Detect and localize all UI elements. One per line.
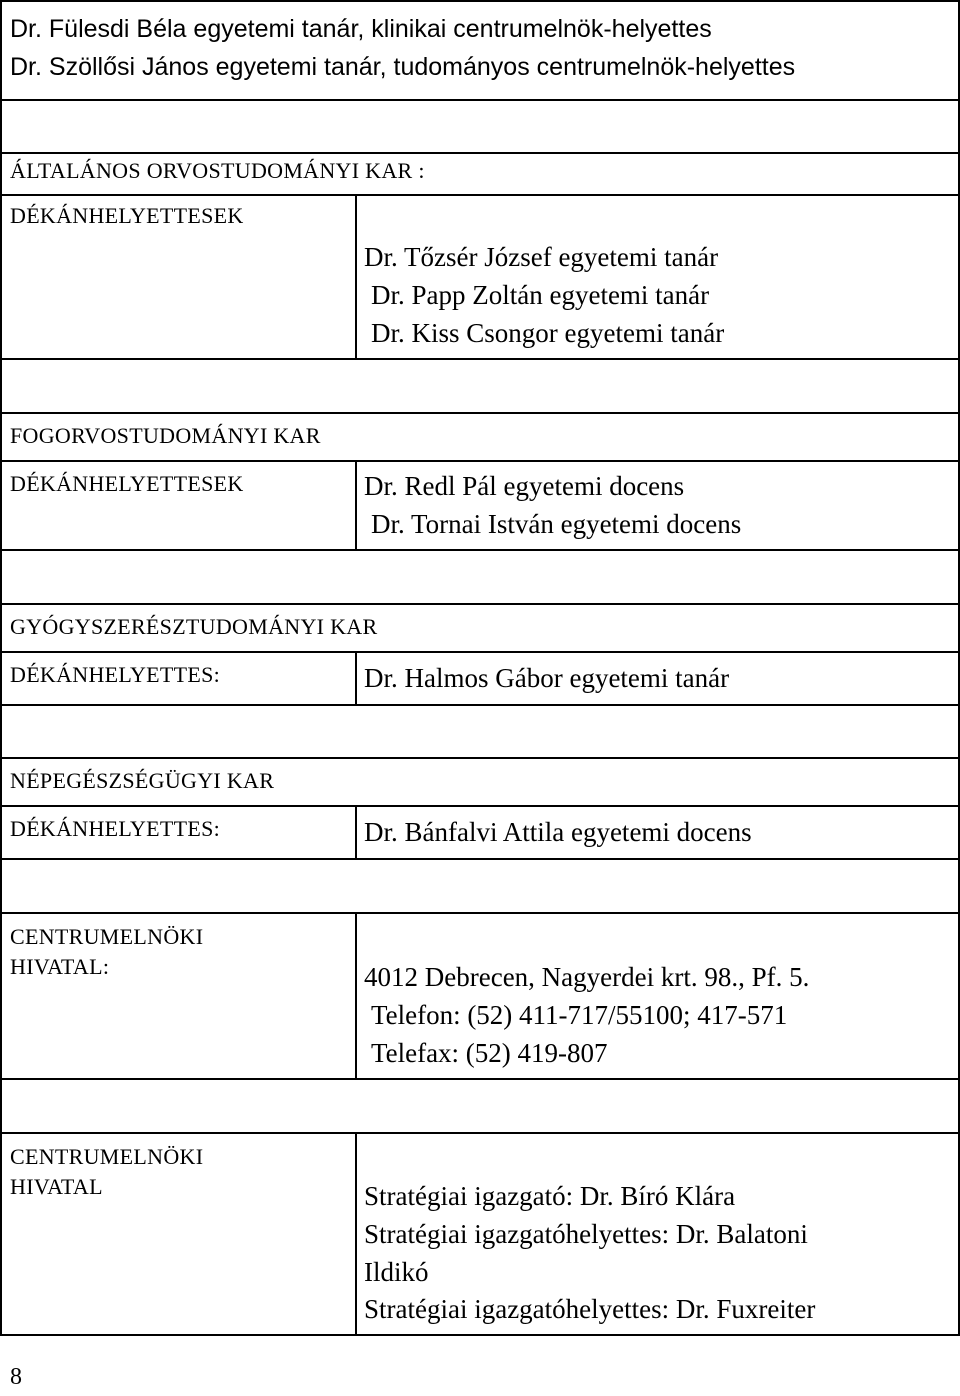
column-divider	[355, 912, 357, 1078]
office1-address: 4012 Debrecen, Nagyerdei krt. 98., Pf. 5.	[364, 962, 810, 992]
column-divider	[355, 194, 357, 358]
row-divider	[0, 358, 960, 360]
gyok-label: DÉKÁNHELYETTES:	[10, 662, 221, 687]
row-divider	[0, 99, 960, 101]
aok-person: Dr. Tőzsér József egyetemi tanár	[364, 242, 719, 272]
aok-label: DÉKÁNHELYETTESEK	[10, 203, 244, 228]
row-divider	[0, 194, 960, 196]
row-divider	[0, 651, 960, 653]
aok-title: ÁLTALÁNOS ORVOSTUDOMÁNYI KAR :	[10, 158, 425, 183]
office1-label-line2: HIVATAL:	[10, 954, 110, 979]
fok-person: Dr. Redl Pál egyetemi docens	[364, 471, 685, 501]
row-divider	[0, 1078, 960, 1080]
gyok-title: GYÓGYSZERÉSZTUDOMÁNYI KAR	[10, 614, 378, 639]
row-divider	[0, 805, 960, 807]
fok-title: FOGORVOSTUDOMÁNYI KAR	[10, 423, 321, 448]
office1-label-line1: CENTRUMELNÖKI	[10, 924, 204, 949]
column-divider	[355, 1132, 357, 1336]
page-number: 8	[10, 1364, 22, 1390]
office1-fax: Telefax: (52) 419-807	[371, 1038, 608, 1068]
row-divider	[0, 603, 960, 605]
header-line-1: Dr. Fülesdi Béla egyetemi tanár, klinikai centrumelnök-helyettes	[10, 15, 712, 43]
office2-line: Stratégiai igazgató: Dr. Bíró Klára	[364, 1181, 736, 1211]
gyok-person: Dr. Halmos Gábor egyetemi tanár	[364, 663, 730, 693]
fok-label: DÉKÁNHELYETTESEK	[10, 471, 244, 496]
office2-line: Stratégiai igazgatóhelyettes: Dr. Balatoni	[364, 1219, 808, 1249]
office1-phone: Telefon: (52) 411-717/55100; 417-571	[371, 1000, 788, 1030]
nek-person: Dr. Bánfalvi Attila egyetemi docens	[364, 817, 752, 847]
row-divider	[0, 1132, 960, 1134]
nek-title: NÉPEGÉSZSÉGÜGYI KAR	[10, 768, 275, 793]
row-divider	[0, 757, 960, 759]
row-divider	[0, 912, 960, 914]
fok-person: Dr. Tornai István egyetemi docens	[371, 509, 742, 539]
column-divider	[355, 805, 357, 858]
aok-person: Dr. Kiss Csongor egyetemi tanár	[371, 318, 725, 348]
office2-label-line1: CENTRUMELNÖKI	[10, 1144, 204, 1169]
office2-line: Ildikó	[364, 1257, 429, 1287]
row-divider	[0, 152, 960, 154]
row-divider	[0, 858, 960, 860]
row-divider	[0, 549, 960, 551]
column-divider	[355, 651, 357, 704]
header-line-2: Dr. Szöllősi János egyetemi tanár, tudományos centrumelnök-helyettes	[10, 53, 796, 81]
column-divider	[355, 460, 357, 549]
nek-label: DÉKÁNHELYETTES:	[10, 816, 221, 841]
row-divider	[0, 704, 960, 706]
office2-label-line2: HIVATAL	[10, 1174, 103, 1199]
office2-line: Stratégiai igazgatóhelyettes: Dr. Fuxreiter	[364, 1294, 816, 1324]
aok-person: Dr. Papp Zoltán egyetemi tanár	[371, 280, 710, 310]
row-divider	[0, 460, 960, 462]
row-divider	[0, 412, 960, 414]
